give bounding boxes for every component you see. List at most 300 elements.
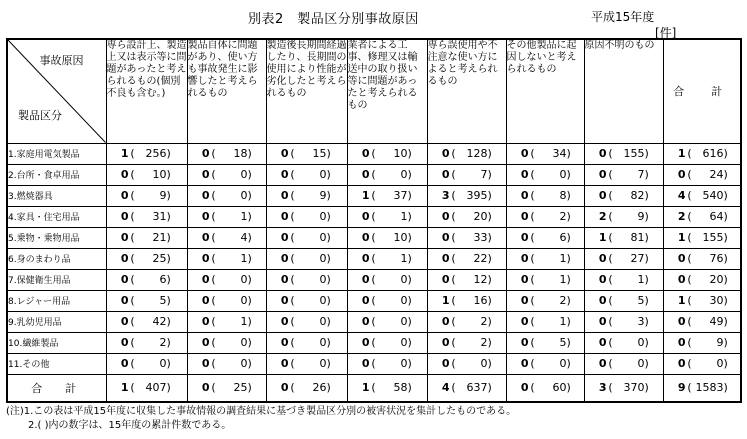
paren-close: ): [487, 336, 492, 349]
paren-close: ): [247, 147, 252, 160]
paren-open: (: [687, 252, 692, 265]
count-cell: [427, 164, 506, 185]
paren-open: (: [371, 210, 376, 223]
count-cell: [187, 143, 266, 164]
paren-open: (: [687, 381, 692, 395]
paren-open: (: [451, 336, 456, 349]
cumulative-value: 25: [233, 381, 248, 395]
corner-header: [7, 39, 106, 143]
count-value: 0: [520, 315, 529, 328]
cumulative-value: 540: [702, 189, 724, 202]
paren-close: ): [247, 294, 252, 307]
count-value: 0: [120, 357, 129, 370]
paren-open: (: [290, 381, 295, 395]
count-cell: [266, 332, 347, 353]
paren-close: ): [487, 294, 492, 307]
cumulative-value: 9: [319, 189, 327, 202]
category-label: 7.保健衛生用品: [7, 269, 106, 290]
paren-close: ): [407, 294, 412, 307]
paren-open: (: [371, 315, 376, 328]
cause-header: 業者による工事、修理又は輸送中の取り扱い等に問題があったと考えられるもの: [347, 39, 427, 143]
paren-open: (: [211, 294, 216, 307]
count-value: 0: [598, 336, 607, 349]
cumulative-value: 1: [559, 315, 567, 328]
cumulative-value: 2: [480, 336, 488, 349]
cumulative-value: 82: [630, 189, 645, 202]
paren-close: ): [326, 273, 331, 286]
table-title: 別表2 製品区分別事故原因: [248, 12, 419, 27]
paren-open: (: [211, 252, 216, 265]
count-cell: [506, 185, 584, 206]
paren-open: (: [530, 252, 535, 265]
cumulative-value: 0: [400, 168, 408, 181]
count-value: 0: [361, 273, 370, 286]
count-cell: [584, 290, 663, 311]
paren-close: ): [166, 168, 171, 181]
count-value: 0: [598, 294, 607, 307]
cumulative-value: 0: [319, 168, 327, 181]
paren-open: (: [451, 231, 456, 244]
count-value: 0: [201, 357, 210, 370]
count-value: 0: [598, 147, 607, 160]
cumulative-value: 1: [400, 210, 408, 223]
count-cell: [506, 353, 584, 374]
count-value: 1: [677, 294, 686, 307]
cause-header: 専ら誤使用や不注意な使い方によると考えられるもの: [427, 39, 506, 143]
count-value: 0: [361, 147, 370, 160]
paren-close: ): [326, 336, 331, 349]
paren-open: (: [608, 189, 613, 202]
cumulative-value: 155: [623, 147, 645, 160]
row-total-cell: [663, 206, 741, 227]
count-value: 0: [598, 273, 607, 286]
paren-close: ): [407, 252, 412, 265]
paren-open: (: [687, 231, 692, 244]
cumulative-value: 0: [240, 336, 248, 349]
count-value: 0: [201, 294, 210, 307]
cumulative-value: 10: [393, 231, 408, 244]
count-cell: [584, 353, 663, 374]
count-value: 0: [280, 252, 289, 265]
category-label: 2.台所・食卓用品: [7, 164, 106, 185]
paren-open: (: [130, 189, 135, 202]
paren-close: ): [326, 189, 331, 202]
count-cell: [266, 143, 347, 164]
count-cell: [427, 269, 506, 290]
row-total-cell: [663, 374, 741, 402]
count-value: 4: [677, 189, 686, 202]
count-cell: [187, 332, 266, 353]
paren-close: ): [487, 147, 492, 160]
cumulative-value: 0: [240, 189, 248, 202]
cumulative-value: 20: [709, 273, 724, 286]
count-cell: [584, 185, 663, 206]
count-value: 2: [598, 210, 607, 223]
count-cell: [266, 206, 347, 227]
paren-close: ): [166, 252, 171, 265]
cumulative-value: 0: [240, 294, 248, 307]
category-label: 10.繊維製品: [7, 332, 106, 353]
count-cell: [187, 311, 266, 332]
count-value: 0: [441, 168, 450, 181]
cumulative-value: 7: [480, 168, 488, 181]
count-value: 0: [280, 273, 289, 286]
cumulative-value: 12: [473, 273, 488, 286]
cumulative-value: 0: [400, 336, 408, 349]
paren-open: (: [451, 357, 456, 370]
count-value: 0: [677, 273, 686, 286]
count-value: 0: [441, 252, 450, 265]
count-value: 0: [361, 252, 370, 265]
paren-open: (: [608, 315, 613, 328]
count-value: 0: [598, 168, 607, 181]
paren-close: ): [566, 336, 571, 349]
count-value: 0: [201, 273, 210, 286]
count-cell: [347, 206, 427, 227]
cumulative-value: 7: [637, 168, 645, 181]
cause-header: 原因不明のもの: [584, 39, 663, 143]
count-value: 0: [520, 168, 529, 181]
count-cell: [506, 248, 584, 269]
row-total-cell: [663, 332, 741, 353]
paren-open: (: [290, 210, 295, 223]
paren-close: ): [723, 189, 728, 202]
paren-close: ): [166, 189, 171, 202]
paren-open: (: [211, 315, 216, 328]
paren-open: (: [530, 273, 535, 286]
paren-open: (: [130, 315, 135, 328]
cumulative-value: 5: [159, 294, 167, 307]
footnote-1: (注)1.この表は平成15年度に収集した事故情報の調査結果に基づき製品区分別の被害状況を集計したものである。: [6, 406, 517, 417]
paren-open: (: [608, 168, 613, 181]
count-cell: [584, 143, 663, 164]
cumulative-value: 2: [559, 294, 567, 307]
paren-close: ): [166, 147, 171, 160]
total-column-header: 合 計: [663, 39, 741, 143]
count-value: 0: [280, 294, 289, 307]
paren-open: (: [371, 252, 376, 265]
paren-open: (: [687, 147, 692, 160]
count-cell: [347, 227, 427, 248]
cumulative-value: 27: [630, 252, 645, 265]
paren-close: ): [247, 357, 252, 370]
count-value: 0: [677, 252, 686, 265]
paren-open: (: [451, 315, 456, 328]
paren-close: ): [566, 273, 571, 286]
paren-open: (: [290, 231, 295, 244]
count-value: 0: [120, 168, 129, 181]
paren-close: ): [166, 381, 171, 395]
count-cell: [506, 143, 584, 164]
count-value: 0: [201, 231, 210, 244]
count-value: 0: [441, 315, 450, 328]
count-value: 1: [361, 189, 370, 202]
paren-open: (: [530, 147, 535, 160]
cumulative-value: 0: [559, 168, 567, 181]
paren-open: (: [530, 168, 535, 181]
table-row: [7, 269, 741, 290]
count-value: 1: [598, 231, 607, 244]
count-cell: [106, 227, 187, 248]
category-label: 5.乗物・乗物用品: [7, 227, 106, 248]
cumulative-value: 2: [559, 210, 567, 223]
count-cell: [506, 374, 584, 402]
count-value: 2: [677, 210, 686, 223]
count-cell: [266, 248, 347, 269]
paren-open: (: [530, 336, 535, 349]
paren-open: (: [130, 273, 135, 286]
paren-open: (: [608, 231, 613, 244]
paren-close: ): [723, 294, 728, 307]
cumulative-value: 21: [152, 231, 167, 244]
count-value: 1: [677, 147, 686, 160]
table-row: [7, 227, 741, 248]
count-value: 0: [120, 273, 129, 286]
count-value: 0: [280, 231, 289, 244]
count-cell: [427, 143, 506, 164]
cumulative-value: 370: [623, 381, 645, 395]
paren-close: ): [247, 168, 252, 181]
table-row: [7, 185, 741, 206]
paren-open: (: [211, 147, 216, 160]
table-row: [7, 164, 741, 185]
count-value: 0: [677, 315, 686, 328]
paren-open: (: [608, 381, 613, 395]
cumulative-value: 9: [637, 210, 645, 223]
paren-open: (: [130, 252, 135, 265]
table-row: [7, 206, 741, 227]
cumulative-value: 42: [152, 315, 167, 328]
corner-top-label: 事故原因: [39, 54, 84, 67]
cumulative-value: 407: [145, 381, 167, 395]
cumulative-value: 3: [637, 315, 645, 328]
cumulative-value: 616: [702, 147, 724, 160]
row-total-cell: [663, 227, 741, 248]
cumulative-value: 9: [716, 336, 724, 349]
table-row: [7, 290, 741, 311]
paren-close: ): [723, 336, 728, 349]
paren-open: (: [211, 231, 216, 244]
cumulative-value: 1: [240, 252, 248, 265]
count-cell: [187, 269, 266, 290]
count-value: 0: [677, 357, 686, 370]
count-cell: [584, 374, 663, 402]
count-cell: [427, 311, 506, 332]
cumulative-value: 76: [709, 252, 724, 265]
paren-close: ): [407, 315, 412, 328]
count-cell: [106, 269, 187, 290]
count-value: 0: [280, 189, 289, 202]
paren-close: ): [247, 252, 252, 265]
cumulative-value: 26: [312, 381, 327, 395]
paren-open: (: [371, 189, 376, 202]
paren-open: (: [290, 168, 295, 181]
cumulative-value: 0: [319, 210, 327, 223]
cumulative-value: 10: [152, 168, 167, 181]
paren-open: (: [530, 189, 535, 202]
table-row: [7, 332, 741, 353]
table-row: [7, 248, 741, 269]
header-row: [7, 39, 741, 143]
total-row: [7, 374, 741, 402]
count-value: 0: [361, 231, 370, 244]
paren-close: ): [326, 252, 331, 265]
count-value: 0: [361, 315, 370, 328]
cumulative-value: 81: [630, 231, 645, 244]
footnote-2: 2.( )内の数字は、15年度の累計件数である。: [28, 420, 232, 431]
count-value: 0: [361, 294, 370, 307]
cumulative-value: 0: [240, 273, 248, 286]
count-cell: [347, 185, 427, 206]
count-cell: [427, 374, 506, 402]
paren-open: (: [530, 294, 535, 307]
cumulative-value: 0: [319, 294, 327, 307]
cumulative-value: 1: [637, 273, 645, 286]
count-value: 0: [201, 315, 210, 328]
count-value: 0: [201, 189, 210, 202]
cumulative-value: 0: [319, 231, 327, 244]
paren-open: (: [451, 381, 456, 395]
count-cell: [187, 185, 266, 206]
cumulative-value: 60: [552, 381, 567, 395]
count-cell: [427, 206, 506, 227]
paren-open: (: [130, 336, 135, 349]
paren-close: ): [407, 210, 412, 223]
paren-close: ): [407, 357, 412, 370]
cumulative-value: 0: [319, 315, 327, 328]
paren-close: ): [407, 381, 412, 395]
cumulative-value: 2: [480, 315, 488, 328]
paren-close: ): [723, 357, 728, 370]
cumulative-value: 0: [400, 315, 408, 328]
paren-open: (: [371, 147, 376, 160]
count-value: 1: [441, 294, 450, 307]
paren-close: ): [487, 189, 492, 202]
count-value: 0: [201, 210, 210, 223]
count-cell: [506, 311, 584, 332]
paren-close: ): [723, 315, 728, 328]
paren-open: (: [451, 273, 456, 286]
cumulative-value: 6: [559, 231, 567, 244]
paren-open: (: [371, 381, 376, 395]
paren-close: ): [166, 210, 171, 223]
paren-close: ): [566, 189, 571, 202]
paren-close: ): [166, 315, 171, 328]
count-cell: [187, 374, 266, 402]
count-cell: [187, 227, 266, 248]
count-cell: [266, 227, 347, 248]
count-cell: [427, 248, 506, 269]
paren-open: (: [608, 273, 613, 286]
count-value: 0: [520, 252, 529, 265]
paren-close: ): [487, 381, 492, 395]
count-value: 0: [441, 147, 450, 160]
paren-open: (: [530, 210, 535, 223]
count-value: 0: [280, 210, 289, 223]
paren-close: ): [723, 381, 728, 395]
paren-close: ): [644, 252, 649, 265]
count-value: 1: [677, 231, 686, 244]
count-value: 0: [520, 336, 529, 349]
paren-open: (: [211, 210, 216, 223]
count-value: 0: [441, 231, 450, 244]
count-cell: [106, 206, 187, 227]
paren-close: ): [166, 294, 171, 307]
paren-open: (: [290, 252, 295, 265]
paren-open: (: [290, 357, 295, 370]
count-cell: [106, 374, 187, 402]
cumulative-value: 637: [466, 381, 488, 395]
paren-close: ): [644, 315, 649, 328]
category-label: 9.乳幼児用品: [7, 311, 106, 332]
count-cell: [187, 353, 266, 374]
paren-open: (: [608, 336, 613, 349]
cumulative-value: 0: [400, 273, 408, 286]
paren-close: ): [644, 336, 649, 349]
paren-close: ): [644, 381, 649, 395]
paren-close: ): [166, 231, 171, 244]
footnotes: [6, 405, 516, 433]
paren-open: (: [687, 210, 692, 223]
count-value: 0: [201, 381, 210, 395]
paren-close: ): [166, 273, 171, 286]
count-value: 0: [120, 231, 129, 244]
paren-close: ): [407, 189, 412, 202]
count-cell: [347, 143, 427, 164]
cumulative-value: 37: [393, 189, 408, 202]
corner-bottom-label: 製品区分: [18, 108, 62, 122]
paren-close: ): [487, 252, 492, 265]
paren-open: (: [211, 336, 216, 349]
cumulative-value: 16: [473, 294, 488, 307]
paren-open: (: [130, 381, 135, 395]
count-value: 0: [280, 381, 289, 395]
paren-open: (: [290, 147, 295, 160]
cumulative-value: 0: [319, 336, 327, 349]
total-label: 合 計: [7, 374, 106, 402]
paren-open: (: [211, 189, 216, 202]
cumulative-value: 1583: [695, 381, 724, 395]
count-value: 0: [598, 189, 607, 202]
paren-open: (: [371, 294, 376, 307]
paren-close: ): [247, 315, 252, 328]
cumulative-value: 0: [480, 357, 488, 370]
paren-open: (: [130, 147, 135, 160]
cumulative-value: 33: [473, 231, 488, 244]
count-cell: [347, 311, 427, 332]
paren-open: (: [451, 210, 456, 223]
count-cell: [584, 311, 663, 332]
paren-close: ): [487, 357, 492, 370]
paren-close: ): [566, 210, 571, 223]
cumulative-value: 0: [319, 357, 327, 370]
paren-open: (: [608, 294, 613, 307]
count-value: 0: [520, 147, 529, 160]
count-cell: [506, 332, 584, 353]
cumulative-value: 0: [400, 357, 408, 370]
cumulative-value: 64: [709, 210, 724, 223]
count-cell: [506, 269, 584, 290]
cause-header: その他製品に起因しないと考えられるもの: [506, 39, 584, 143]
count-value: 0: [361, 168, 370, 181]
row-total-cell: [663, 248, 741, 269]
cumulative-value: 4: [240, 231, 248, 244]
count-value: 1: [120, 381, 129, 395]
cumulative-value: 24: [709, 168, 724, 181]
count-value: 4: [441, 381, 450, 395]
count-cell: [506, 206, 584, 227]
count-cell: [106, 248, 187, 269]
